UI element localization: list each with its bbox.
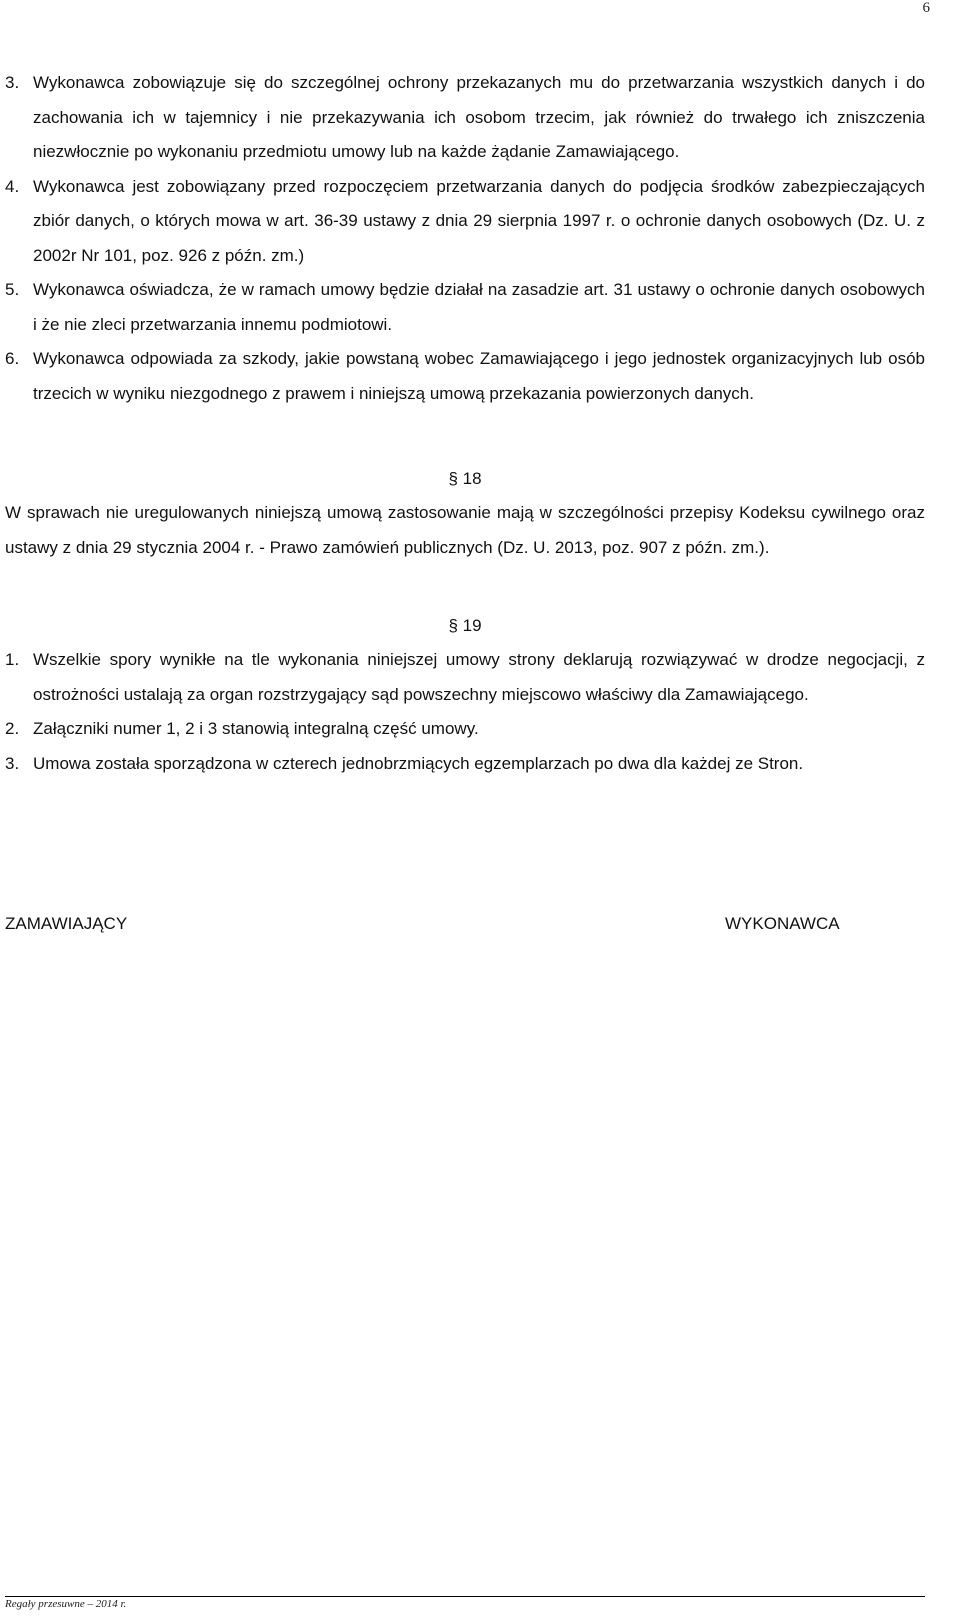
list-item [5,170,925,274]
list-item [5,342,925,411]
document-body [5,66,925,781]
list-item-text: Wykonawca zobowiązuje się do szczególnej ochrony przekazanych mu do przetwarzania wszystkich danych i do zachowania ich w tajemnicy i nie przekazywania ich osobom trzecim, jak również do trwałego ich zniszczenia niezwłocznie po wykonaniu przedmiotu umowy lub na każde żądanie Zamawiającego. [33,73,925,161]
list-item-number: 3. [5,753,20,773]
list-item-number: 4. [5,176,20,196]
list-item-number: 2. [5,719,20,738]
list-item-text: Wykonawca jest zobowiązany przed rozpoczęciem przetwarzania danych do podjęcia środków zabezpieczających zbiór danych, o których mowa w art. 36-39 ustawy z dnia 29 sierpnia 1997 r. o ochronie danych osobowych (Dz. U. z 2002r Nr 101, poz. 926 z późn. zm.) [33,176,925,265]
list-item-number: 5. [5,280,20,299]
list-item [5,747,925,782]
page-number: 6 [922,0,930,16]
list-item [5,712,925,747]
list-item [5,273,925,342]
list-item-text: Załączniki numer 1, 2 i 3 stanowią integralną część umowy. [33,719,479,738]
list-item [5,643,925,712]
signature-zamawiajacy: ZAMAWIAJĄCY [5,914,128,933]
list-item-text: Wykonawca odpowiada za szkody, jakie powstaną wobec Zamawiającego i jego jednostek organizacyjnych lub osób trzecich w wyniku niezgodnego z prawem i niniejszą umową przekazania powierzonych danych. [33,349,925,403]
list-item-text: Umowa została sporządzona w czterech jednobrzmiących egzemplarzach po dwa dla każdej ze Stron. [33,753,804,773]
list-item-number: 3. [5,73,20,92]
list-item-text: Wszelkie spory wynikłe na tle wykonania niniejszej umowy strony deklarują rozwiązywać w drodze negocjacji, z ostrożności ustalają za organ rozstrzygający sąd powszechny miejscowo właściwy dla Zamawiającego. [33,650,925,704]
signature-wykonawca: WYKONAWCA [725,914,840,933]
section-18-text: W sprawach nie uregulowanych niniejszą umową zastosowanie mają w szczególności przepisy Kodeksu cywilnego oraz ustawy z dnia 29 stycznia 2004 r. - Prawo zamówień publicznych (Dz. U. 2013, poz. 907 z późn. zm.). [5,503,925,557]
list-item [5,66,925,170]
section-19-heading: § 19 [448,616,482,635]
list-item-number: 1. [5,650,20,669]
footer-divider [5,1596,925,1597]
footer-text: Regały przesuwne – 2014 r. [5,1598,127,1610]
list-item-number: 6. [5,349,20,368]
section-18-heading: § 18 [448,469,482,488]
list-item-text: Wykonawca oświadcza, że w ramach umowy będzie działał na zasadzie art. 31 ustawy o ochronie danych osobowych i że nie zleci przetwarzania innemu podmiotowi. [33,280,925,334]
